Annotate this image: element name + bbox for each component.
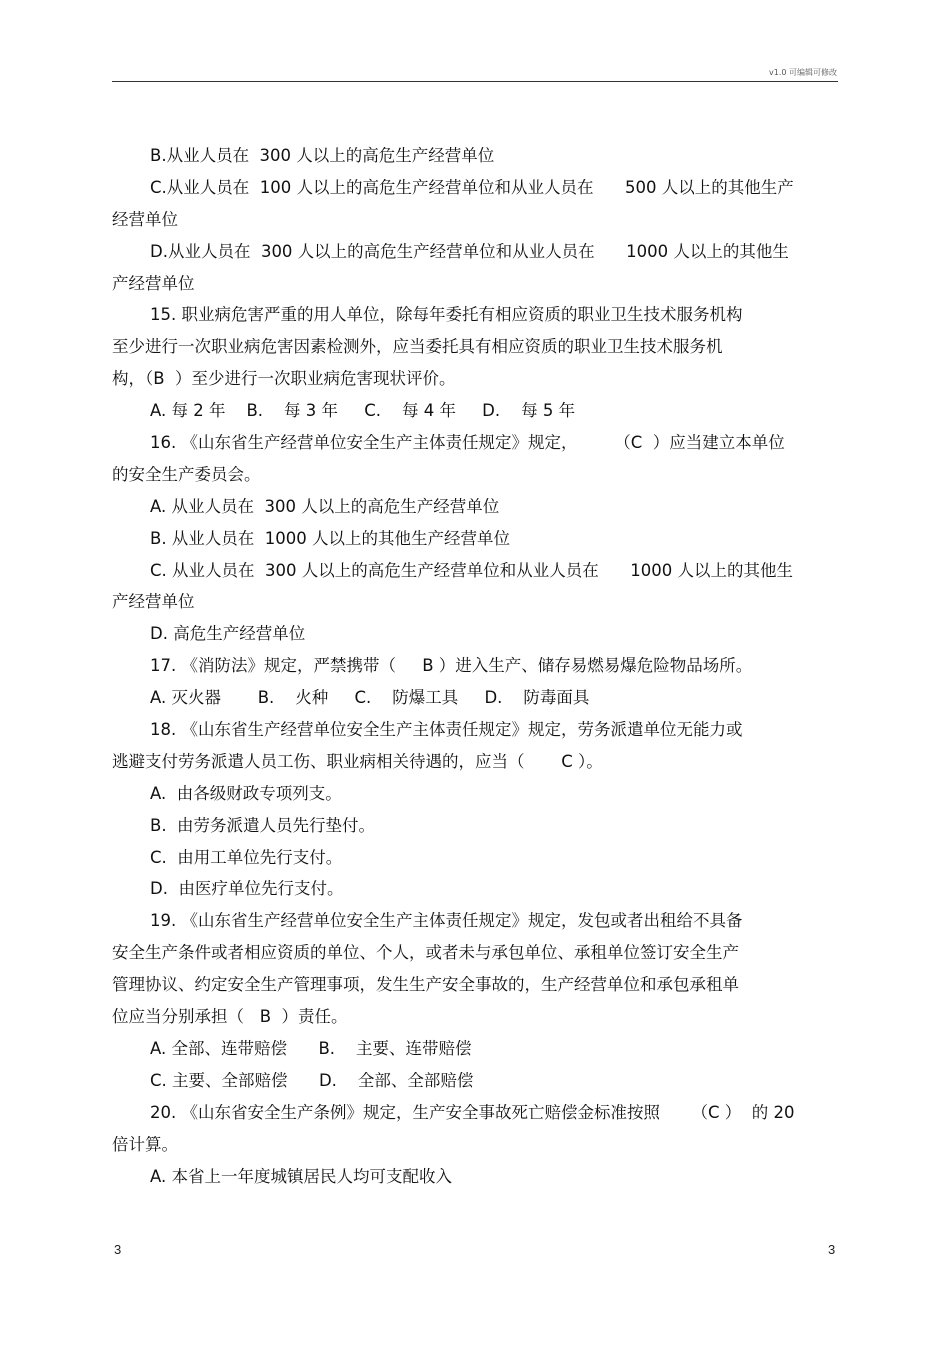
answer-option: D. 由医疗单位先行支付。: [150, 879, 344, 899]
text-line: 产经营单位: [112, 592, 195, 612]
text-line: 管理协议、约定安全生产管理事项，发生生产安全事故的，生产经营单位和承包承租单: [112, 975, 739, 995]
page-number-right: 3: [828, 1242, 836, 1257]
answer-options: C. 主要、全部赔偿 D. 全部、全部赔偿: [150, 1070, 474, 1090]
text-line: 倍计算。: [112, 1134, 178, 1154]
answer-options: A. 每 2 年 B. 每 3 年 C. 每 4 年 D. 每 5 年: [150, 401, 576, 421]
text-line: C.从业人员在 100 人以上的高危生产经营单位和从业人员在 500 人以上的其他生产: [150, 177, 794, 197]
answer-option: D. 高危生产经营单位: [150, 624, 306, 644]
text-line: 经营单位: [112, 209, 178, 229]
answer-option: B. 从业人员在 1000 人以上的其他生产经营单位: [150, 528, 511, 548]
answer-options: A. 全部、连带赔偿 B. 主要、连带赔偿: [150, 1038, 472, 1058]
question-18: 18. 《山东省生产经营单位安全生产主体责任规定》规定，劳务派遣单位无能力或: [150, 720, 743, 740]
text-line: D.从业人员在 300 人以上的高危生产经营单位和从业人员在 1000 人以上的其他生: [150, 241, 789, 261]
answer-option: A. 本省上一年度城镇居民人均可支配收入: [150, 1166, 452, 1186]
text-line: 安全生产条件或者相应资质的单位、个人，或者未与承包单位、承租单位签订安全生产: [112, 943, 739, 963]
answer-option: C. 从业人员在 300 人以上的高危生产经营单位和从业人员在 1000 人以上的其他生: [150, 560, 793, 580]
answer-option: A. 从业人员在 300 人以上的高危生产经营单位: [150, 496, 500, 516]
question-16: 16. 《山东省生产经营单位安全生产主体责任规定》规定， （C ）应当建立本单位: [150, 433, 785, 453]
question-19: 19. 《山东省生产经营单位安全生产主体责任规定》规定，发包或者出租给不具备: [150, 911, 743, 931]
header-version-note: v1.0 可编辑可修改: [769, 68, 837, 77]
text-line: 逃避支付劳务派遣人员工伤、职业病相关待遇的，应当（ C ）。: [112, 751, 603, 771]
text-line: 构，（B ）至少进行一次职业病危害现状评价。: [112, 369, 456, 389]
page-number-left: 3: [114, 1242, 122, 1257]
text-line: B.从业人员在 300 人以上的高危生产经营单位: [150, 146, 495, 165]
question-17: 17. 《消防法》规定，严禁携带（ B ）进入生产、储存易燃易爆危险物品场所。: [150, 656, 753, 676]
answer-option: A. 由各级财政专项列支。: [150, 783, 342, 803]
question-15: 15. 职业病危害严重的用人单位，除每年委托有相应资质的职业卫生技术服务机构: [150, 305, 743, 325]
text-line: 的安全生产委员会。: [112, 464, 261, 484]
answer-option: B. 由劳务派遣人员先行垫付。: [150, 815, 376, 835]
header-divider: [112, 81, 838, 82]
answer-option: C. 由用工单位先行支付。: [150, 847, 343, 867]
question-20: 20. 《山东省安全生产条例》规定，生产安全事故死亡赔偿金标准按照 （C ） 的 20: [150, 1102, 795, 1122]
answer-options: A. 灭火器 B. 火种 C. 防爆工具 D. 防毒面具: [150, 688, 590, 708]
document-body: [112, 140, 842, 1192]
text-line: 至少进行一次职业病危害因素检测外，应当委托具有相应资质的职业卫生技术服务机: [112, 337, 723, 357]
text-line: 位应当分别承担（ B ）责任。: [112, 1007, 348, 1027]
text-line: 产经营单位: [112, 273, 195, 293]
